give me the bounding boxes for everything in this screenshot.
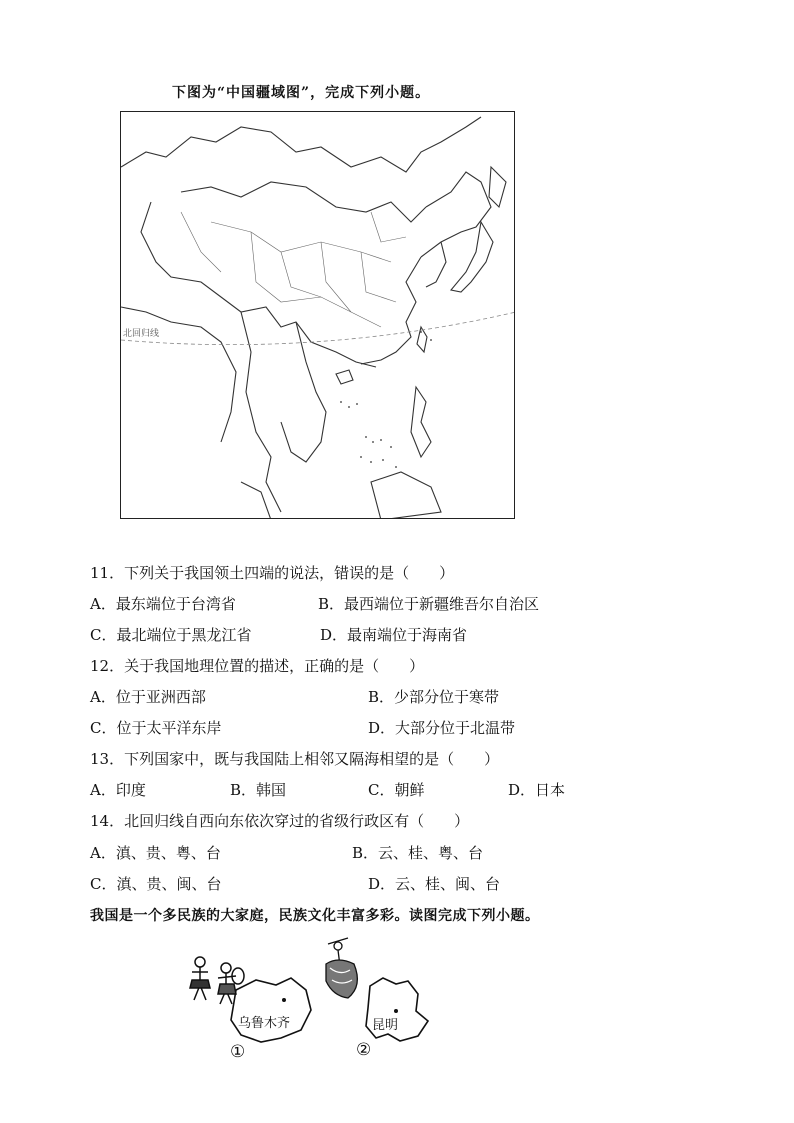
q13-option-d: D．日本: [508, 781, 566, 799]
figure1-number: ①: [230, 1042, 246, 1062]
q11-option-d: D．最南端位于海南省: [320, 626, 468, 644]
q14-option-a: A．滇、贵、粤、台: [90, 844, 221, 862]
china-territory-map: [120, 111, 515, 519]
q12-option-c: C．位于太平洋东岸: [90, 719, 222, 737]
q12-option-d: D．大部分位于北温带: [368, 719, 516, 737]
q13-option-c: C．朝鲜: [368, 781, 425, 799]
q14-option-b: B．云、桂、粤、台: [352, 844, 484, 862]
question-14: 14．北回归线自西向东依次穿过的省级行政区有（ ）: [90, 812, 470, 830]
xinjiang-illustration: [186, 950, 316, 1065]
figure1-city-label: 乌鲁木齐: [238, 1016, 291, 1031]
q12-option-a: A．位于亚洲西部: [90, 688, 206, 706]
q11-option-b: B．最西端位于新疆维吾尔自治区: [318, 595, 540, 613]
section-intro: 下图为“中国疆域图”，完成下列小题。: [172, 85, 431, 101]
q13-option-b: B．韩国: [230, 781, 287, 799]
q11-option-c: C．最北端位于黑龙江省: [90, 626, 252, 644]
q12-option-b: B．少部分位于寒带: [368, 688, 500, 706]
yunnan-illustration: [318, 936, 443, 1066]
map-drawing: [121, 112, 515, 519]
q13-option-a: A．印度: [90, 781, 146, 799]
figure-xinjiang: [186, 950, 316, 1065]
q14-option-c: C．滇、贵、闽、台: [90, 875, 222, 893]
q14-option-d: D．云、桂、闽、台: [368, 875, 501, 893]
figure-yunnan: [318, 936, 443, 1066]
q11-option-a: A．最东端位于台湾省: [90, 595, 236, 613]
tropic-of-cancer-label: 北回归线: [123, 329, 160, 339]
question-11: 11．下列关于我国领土四端的说法，错误的是（ ）: [90, 564, 455, 582]
tropic-line: [121, 312, 515, 345]
question-13: 13．下列国家中，既与我国陆上相邻又隔海相望的是（ ）: [90, 750, 500, 768]
figure2-number: ②: [356, 1040, 372, 1060]
figure2-city-label: 昆明: [372, 1018, 399, 1033]
question-12: 12．关于我国地理位置的描述，正确的是（ ）: [90, 657, 425, 675]
section2-intro: 我国是一个多民族的大家庭，民族文化丰富多彩。读图完成下列小题。: [90, 908, 540, 924]
